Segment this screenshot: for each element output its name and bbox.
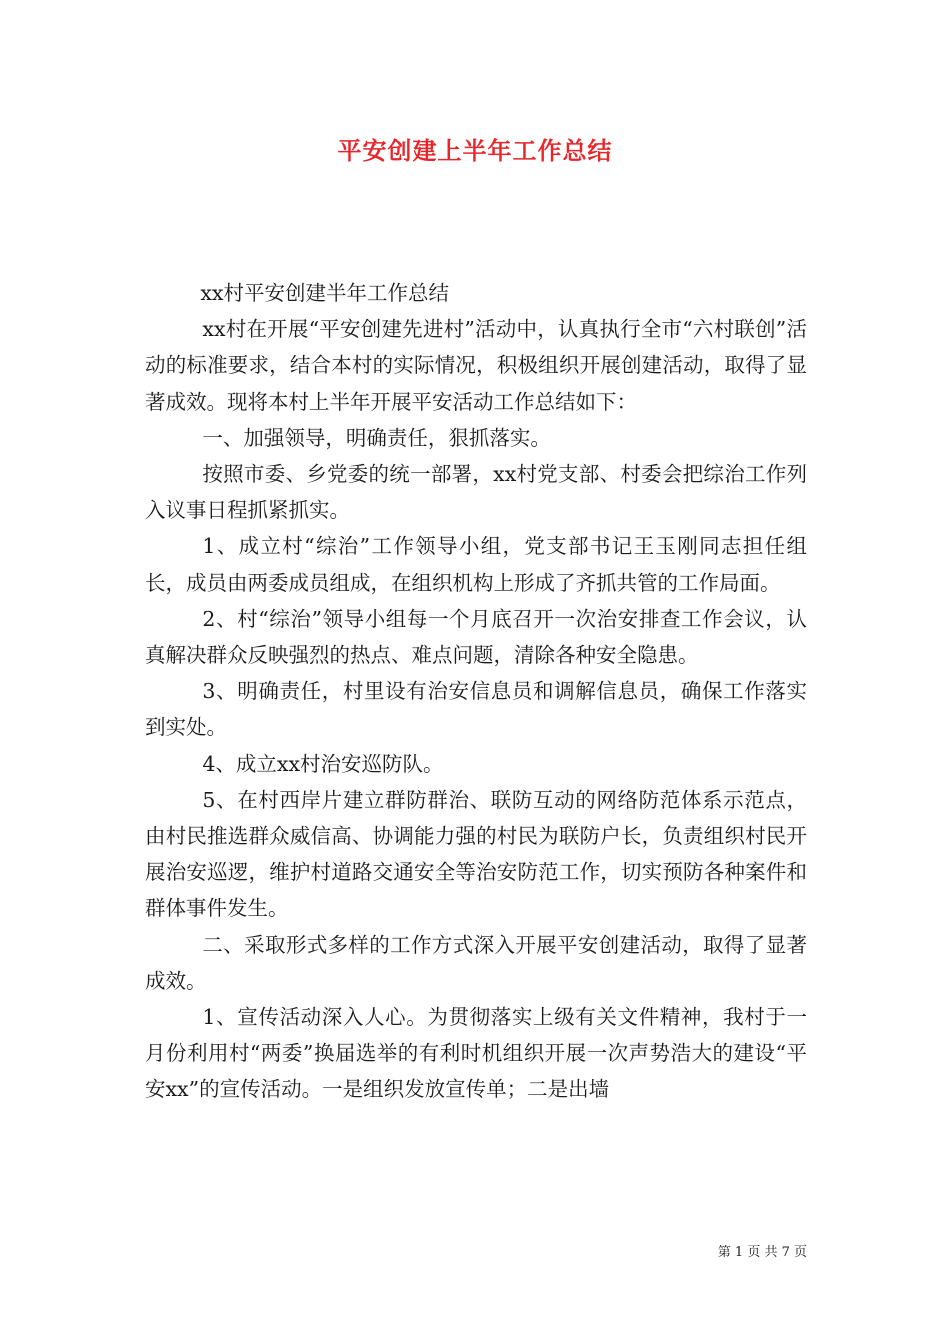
list-item: 2、村“综治”领导小组每一个月底召开一次治安排查工作会议，认真解决群众反映强烈的热点、难点问题，清除各种安全隐患。: [145, 606, 807, 668]
list-item: 3、明确责任，村里设有治安信息员和调解信息员，确保工作落实到实处。: [145, 679, 807, 740]
paragraph: 按照市委、乡党委的统一部署，xx村党支部、村委会把综治工作列入议事日程抓紧抓实。: [145, 462, 807, 523]
document-title: 平安创建上半年工作总结: [337, 136, 613, 165]
list-item: 5、在村西岸片建立群防群治、联防互动的网络防范体系示范点，由村民推选群众威信高、协调能力强的村民为联防户长，负责组织村民开展治安巡逻，维护村道路交通安全等治安防范工作，切实预防各种案件和群体事件发生。: [145, 787, 807, 921]
section-heading-1: 一、加强领导，明确责任，狠抓落实。: [202, 425, 551, 450]
list-item: 1、宣传活动深入人心。为贯彻落实上级有关文件精神，我村于一月份利用村“两委”换届选举的有利时机组织开展一次声势浩大的建设“平安xx”的宣传活动。一是组织发放宣传单；二是出墙: [145, 1005, 807, 1102]
document-body: [145, 275, 807, 1108]
section-heading-2: 二、采取形式多样的工作方式深入开展平安创建活动，取得了显著成效。: [145, 932, 807, 993]
list-item: 4、成立xx村治安巡防队。: [202, 751, 444, 776]
paragraph-intro: xx村在开展“平安创建先进村”活动中，认真执行全市“六村联创”活动的标准要求，结合本村的实际情况，积极组织开展创建活动，取得了显著成效。现将本村上半年开展平安活动工作总结如下：: [145, 317, 807, 414]
doc-subtitle: xx村平安创建半年工作总结: [200, 281, 449, 305]
page-number: 第 1 页 共 7 页: [717, 1245, 807, 1260]
list-item: 1、成立村“综治”工作领导小组，党支部书记王玉刚同志担任组长，成员由两委成员组成，在组织机构上形成了齐抓共管的工作局面。: [145, 534, 807, 595]
